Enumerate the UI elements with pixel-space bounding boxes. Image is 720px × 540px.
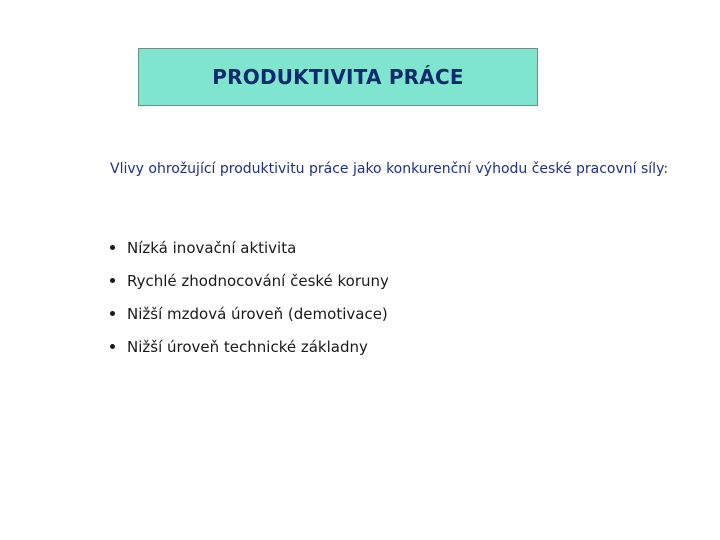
bullet-icon [110,245,115,250]
title-box [138,48,538,106]
list-item-label: Nižší úroveň technické základny [127,337,368,356]
list-item-label: Rychlé zhodnocování české koruny [127,271,389,290]
bullet-icon [110,278,115,283]
list-item-label: Nižší mzdová úroveň (demotivace) [127,304,388,323]
list-item [110,302,389,325]
bullet-icon [110,344,115,349]
bullet-list [110,236,389,368]
intro-text: Vlivy ohrožující produktivitu práce jako konkurenční výhodu české pracovní síly: [110,161,669,177]
list-item [110,335,389,358]
list-item-label: Nízká inovační aktivita [127,238,297,257]
list-item [110,236,389,259]
list-item [110,269,389,292]
page-title: PRODUKTIVITA PRÁCE [212,65,464,89]
bullet-icon [110,311,115,316]
